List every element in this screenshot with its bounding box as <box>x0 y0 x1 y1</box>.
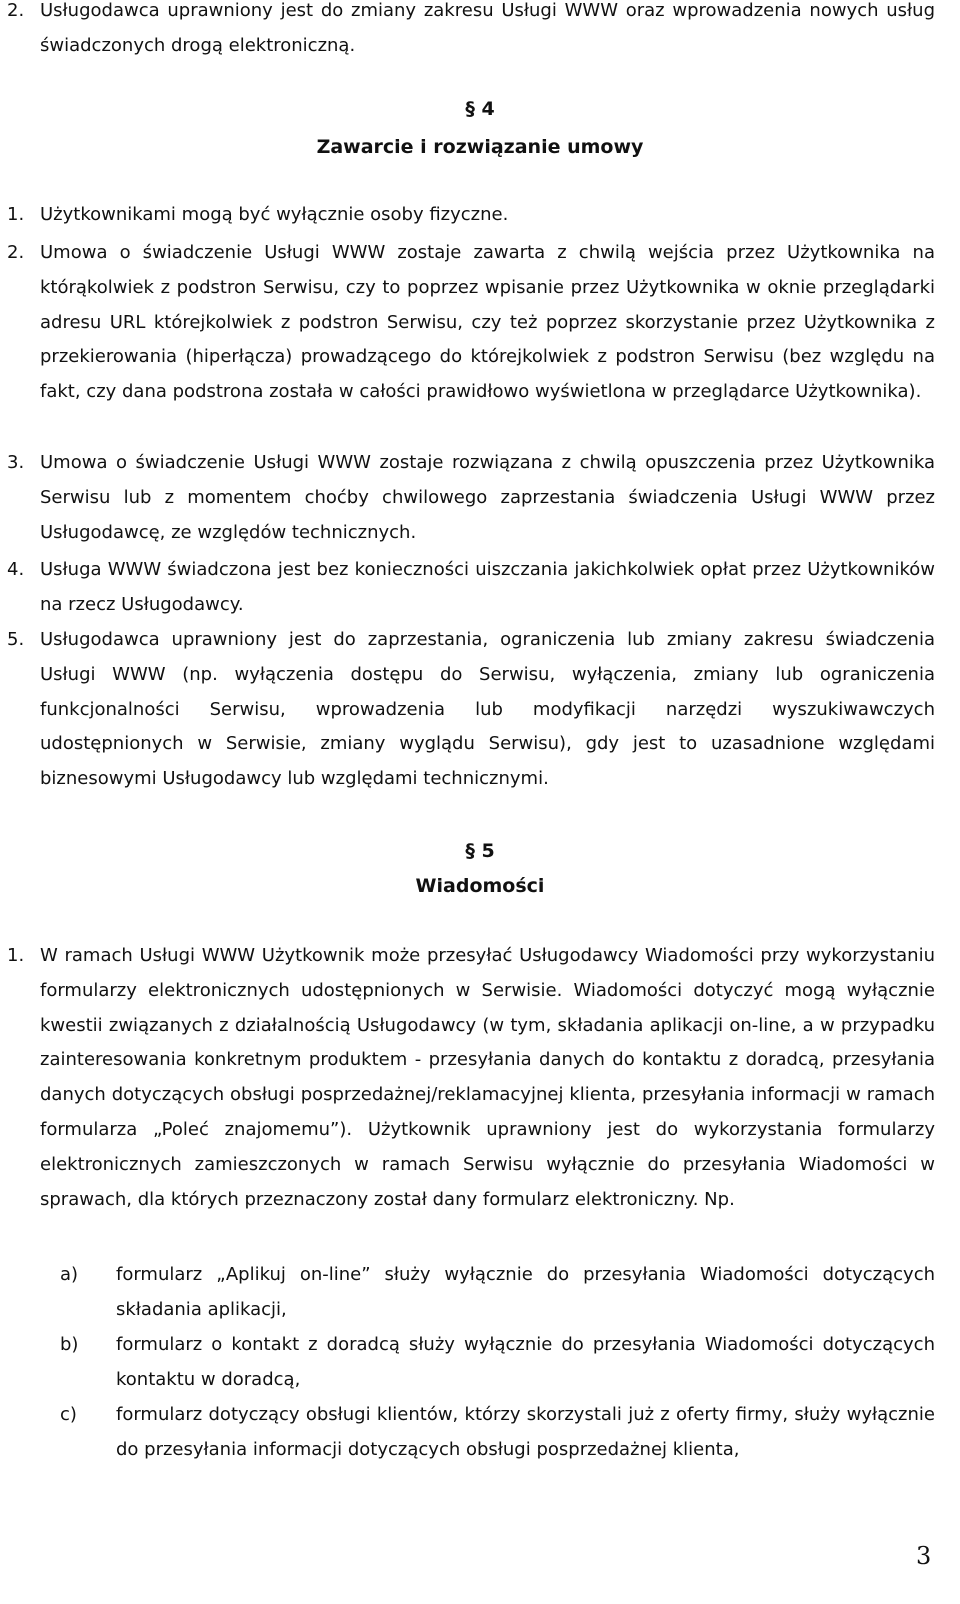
item-number: 1. <box>7 204 25 225</box>
item-text: W ramach Usługi WWW Użytkownik może przesyłać Usługodawcy Wiadomości przy wykorzystaniu formularzy elektronicznych udostępnionych w Serwisie. Wiadomości dotyczyć mogą wyłącznie kwestii związanych z działalnością Usługodawcy (w tym, składania aplikacji on-line, a w przypadku zainteresowania konkretnym produktem - przesyłania danych do kontaktu z doradcą, przesyłania danych dotyczących obsługi posprzedażnej/reklamacyjnej klienta, przesyłania informacji w ramach formularza „Poleć znajomemu”). Użytkownik uprawniony jest do wykorzystania formularzy elektronicznych zamieszczonych w ramach Serwisu wyłącznie do przesyłania Wiadomości w sprawach, dla których przeznaczony został dany formularz elektroniczny. Np. <box>40 945 935 1210</box>
item-text: Usługodawca uprawniony jest do zaprzestania, ograniczenia lub zmiany zakresu świadczenia Usługi WWW (np. wyłączenia dostępu do Serwisu, wyłączenia, zmiany lub ograniczenia funkcjonalności Serwisu, wprowadzenia lub modyfikacji narzędzi wyszukiwawczych udostępnionych w Serwisie, zmiany wyglądu Serwisu), gdy jest to uzasadnione względami biznesowymi Usługodawcy lub względami technicznymi. <box>40 629 935 790</box>
item-text: Usługa WWW świadczona jest bez konieczności uiszczania jakichkolwiek opłat przez Użytkowników na rzecz Usługodawcy. <box>40 559 935 615</box>
sub-item-letter: c) <box>60 1404 77 1425</box>
sub-list-item <box>60 1258 935 1328</box>
item-number: 4. <box>7 559 25 580</box>
sub-item-letter: b) <box>60 1334 79 1355</box>
sub-item-letter: a) <box>60 1264 79 1285</box>
sub-item-text: formularz dotyczący obsługi klientów, którzy skorzystali już z oferty firmy, służy wyłącznie do przesyłania informacji dotyczących obsługi posprzedażnej klienta, <box>116 1404 935 1460</box>
list-item <box>7 623 935 797</box>
list-item <box>7 198 935 233</box>
sub-item-text: formularz o kontakt z doradcą służy wyłącznie do przesyłania Wiadomości dotyczących kontaktu w doradcą, <box>116 1334 935 1390</box>
sub-list-item <box>60 1328 935 1398</box>
section-mark: § 5 <box>465 840 495 862</box>
item-text: Umowa o świadczenie Usługi WWW zostaje zawarta z chwilą wejścia przez Użytkownika na którąkolwiek z podstron Serwisu, czy to poprzez wpisanie przez Użytkownika w oknie przeglądarki adresu URL którejkolwiek z podstron Serwisu, czy też poprzez skorzystanie przez Użytkownika z przekierowania (hiperłącza) prowadzącego do którejkolwiek z podstron Serwisu (bez względu na fakt, czy dana podstrona została w całości prawidłowo wyświetlona w przeglądarce Użytkownika). <box>40 242 935 403</box>
item-number: 1. <box>7 945 25 966</box>
item-number: 5. <box>7 629 25 650</box>
section-mark: § 4 <box>465 98 495 120</box>
item-text: Użytkownikami mogą być wyłącznie osoby fizyczne. <box>40 204 509 225</box>
list-item <box>7 553 935 623</box>
sub-list-item <box>60 1398 935 1468</box>
item-text: Usługodawca uprawniony jest do zmiany zakresu Usługi WWW oraz wprowadzenia nowych usług świadczonych drogą elektroniczną. <box>40 0 935 56</box>
item-number: 2. <box>7 0 25 21</box>
item-number: 3. <box>7 452 25 473</box>
item-number: 2. <box>7 242 25 263</box>
list-item <box>7 236 935 410</box>
section-title: Zawarcie i rozwiązanie umowy <box>316 136 644 158</box>
page-number: 3 <box>916 1542 932 1570</box>
item-text: Umowa o świadczenie Usługi WWW zostaje rozwiązana z chwilą opuszczenia przez Użytkownika Serwisu lub z momentem choćby chwilowego zaprzestania świadczenia Usługi WWW przez Usługodawcę, ze względów technicznych. <box>40 452 935 543</box>
list-item <box>7 939 935 1217</box>
list-item <box>7 0 935 64</box>
sub-item-text: formularz „Aplikuj on-line” służy wyłącznie do przesyłania Wiadomości dotyczących składania aplikacji, <box>116 1264 935 1320</box>
section-title: Wiadomości <box>415 875 545 897</box>
list-item <box>7 446 935 550</box>
